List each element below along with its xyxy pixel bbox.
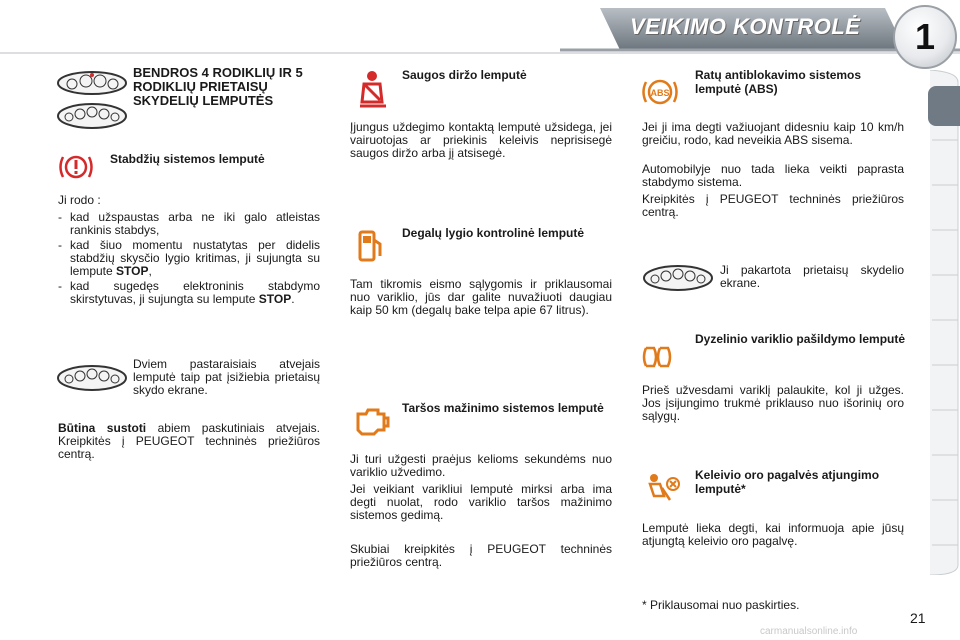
svg-text:ABS: ABS	[650, 88, 670, 98]
engine-emission-icon	[352, 404, 392, 440]
stop-warning-text: abiem paskutiniais atvejais. Kreipkitės į PEUGEOT techninės priežiūros centrą.	[58, 421, 320, 461]
watermark: carmanualsonline.info	[760, 626, 858, 637]
footnote: * Priklausomai nuo paskirties.	[642, 598, 800, 612]
list-item-text: kad sugedęs elektroninis stabdymo skirstytuvas, ji sujungta su lempute	[70, 279, 320, 306]
emission-text-1: Ji turi užgesti praėjus kelioms sekundėms nuo variklio užvedimo.	[350, 452, 612, 479]
seatbelt-text: Įjungus uždegimo kontaktą lemputė užsidega, jei vairuotojas ar priekinis keleivis neprisisegė saugos diržo arba jį atsisegė.	[350, 120, 612, 160]
chapter-tab-strip	[928, 70, 960, 575]
emission-lamp-heading: Taršos mažinimo sistemos lemputė	[402, 401, 604, 415]
section-heading: BENDROS 4 RODIKLIŲ IR 5 RODIKLIŲ PRIETAISŲ SKYDELIŲ LEMPUTĖS	[133, 65, 303, 108]
punctuation: .	[291, 292, 295, 306]
fuel-text: Tam tikromis eismo sąlygomis ir priklausomai nuo variklio, jūs dar galite nuvažiuoti daugiau kaip 50 km (degalų bake telpa apie 67 litrus).	[350, 277, 612, 317]
chapter-number-badge: 1	[893, 5, 957, 69]
stop-keyword: STOP	[116, 264, 149, 278]
abs-text-1: Jei ji ima degti važiuojant didesniu kaip 10 km/h greičiu, rodo, kad neveikia ABS sisema.	[642, 120, 904, 147]
chapter-tab-active[interactable]	[928, 86, 960, 126]
list-item-text: kad šiuo momentu nustatytas per didelis stabdžių skysčio lygio kritimas, ji sujungta su lempute	[70, 238, 320, 278]
airbag-off-icon	[640, 470, 684, 510]
seatbelt-lamp-heading: Saugos diržo lemputė	[402, 68, 527, 82]
emission-text-2: Jei veikiant varikliui lemputė mirksi arba ima degti nuolat, rodo variklio taršos mažinimo sistemos gedimą.	[350, 482, 612, 522]
list-item	[58, 280, 320, 306]
list-item	[58, 211, 320, 237]
abs-screen-note: Ji pakartota prietaisų skydelio ekrane.	[720, 263, 904, 290]
diesel-text: Prieš užvesdami variklį palaukite, kol ji užges. Jos įsijungimo trukmė priklauso nuo išorinių oro sąlygų.	[642, 383, 904, 423]
instrument-panel-display-icon	[56, 364, 128, 392]
brake-warning-icon	[58, 150, 94, 184]
abs-text-2: Automobilyje nuo tada lieka veikti paprasta stabdymo sistema.	[642, 162, 904, 189]
list-item-text: kad užspaustas arba ne iki galo atleistas rankinis stabdys,	[70, 210, 320, 237]
diesel-lamp-heading: Dyzelinio variklio pašildymo lemputė	[695, 332, 906, 346]
instrument-panel-5-gauge-icon	[56, 102, 128, 130]
page-number: 21	[910, 610, 926, 626]
brake-lamp-heading: Stabdžių sistemos lemputė	[110, 152, 265, 166]
abs-lamp-heading: Ratų antiblokavimo sistemos lemputė (ABS)	[695, 68, 862, 96]
instrument-panel-display-icon	[642, 264, 714, 292]
fuel-lamp-heading: Degalų lygio kontrolinė lemputė	[402, 226, 585, 240]
emission-text-3: Skubiai kreipkitės į PEUGEOT techninės priežiūros centrą.	[350, 542, 612, 569]
fuel-pump-icon	[356, 228, 386, 264]
stop-warning-paragraph	[58, 422, 320, 461]
instrument-panel-4-gauge-icon	[56, 70, 128, 96]
list-item	[58, 239, 320, 278]
stop-warning-bold: Būtina sustoti	[58, 421, 147, 435]
punctuation: ,	[148, 264, 152, 278]
brake-conditions-list	[58, 211, 320, 308]
airbag-text: Lemputė lieka degti, kai informuoja apie jūsų atjungtą keleivio oro pagalvę.	[642, 521, 904, 548]
glow-plug-icon	[640, 342, 684, 372]
airbag-lamp-heading: Keleivio oro pagalvės atjungimo lemputė*	[695, 468, 880, 496]
brake-intro: Ji rodo :	[58, 193, 101, 207]
stop-keyword: STOP	[258, 292, 292, 306]
abs-warning-icon	[640, 74, 680, 110]
page-title: VEIKIMO KONTROLĖ	[630, 14, 861, 39]
seatbelt-icon	[356, 68, 390, 112]
abs-text-3: Kreipkitės į PEUGEOT techninės priežiūros centrą.	[642, 192, 904, 219]
screen-repeat-note: Dviem pastaraisiais atvejais lemputė taip pat įsižiebia prietaisų skydo ekrane.	[133, 357, 320, 397]
